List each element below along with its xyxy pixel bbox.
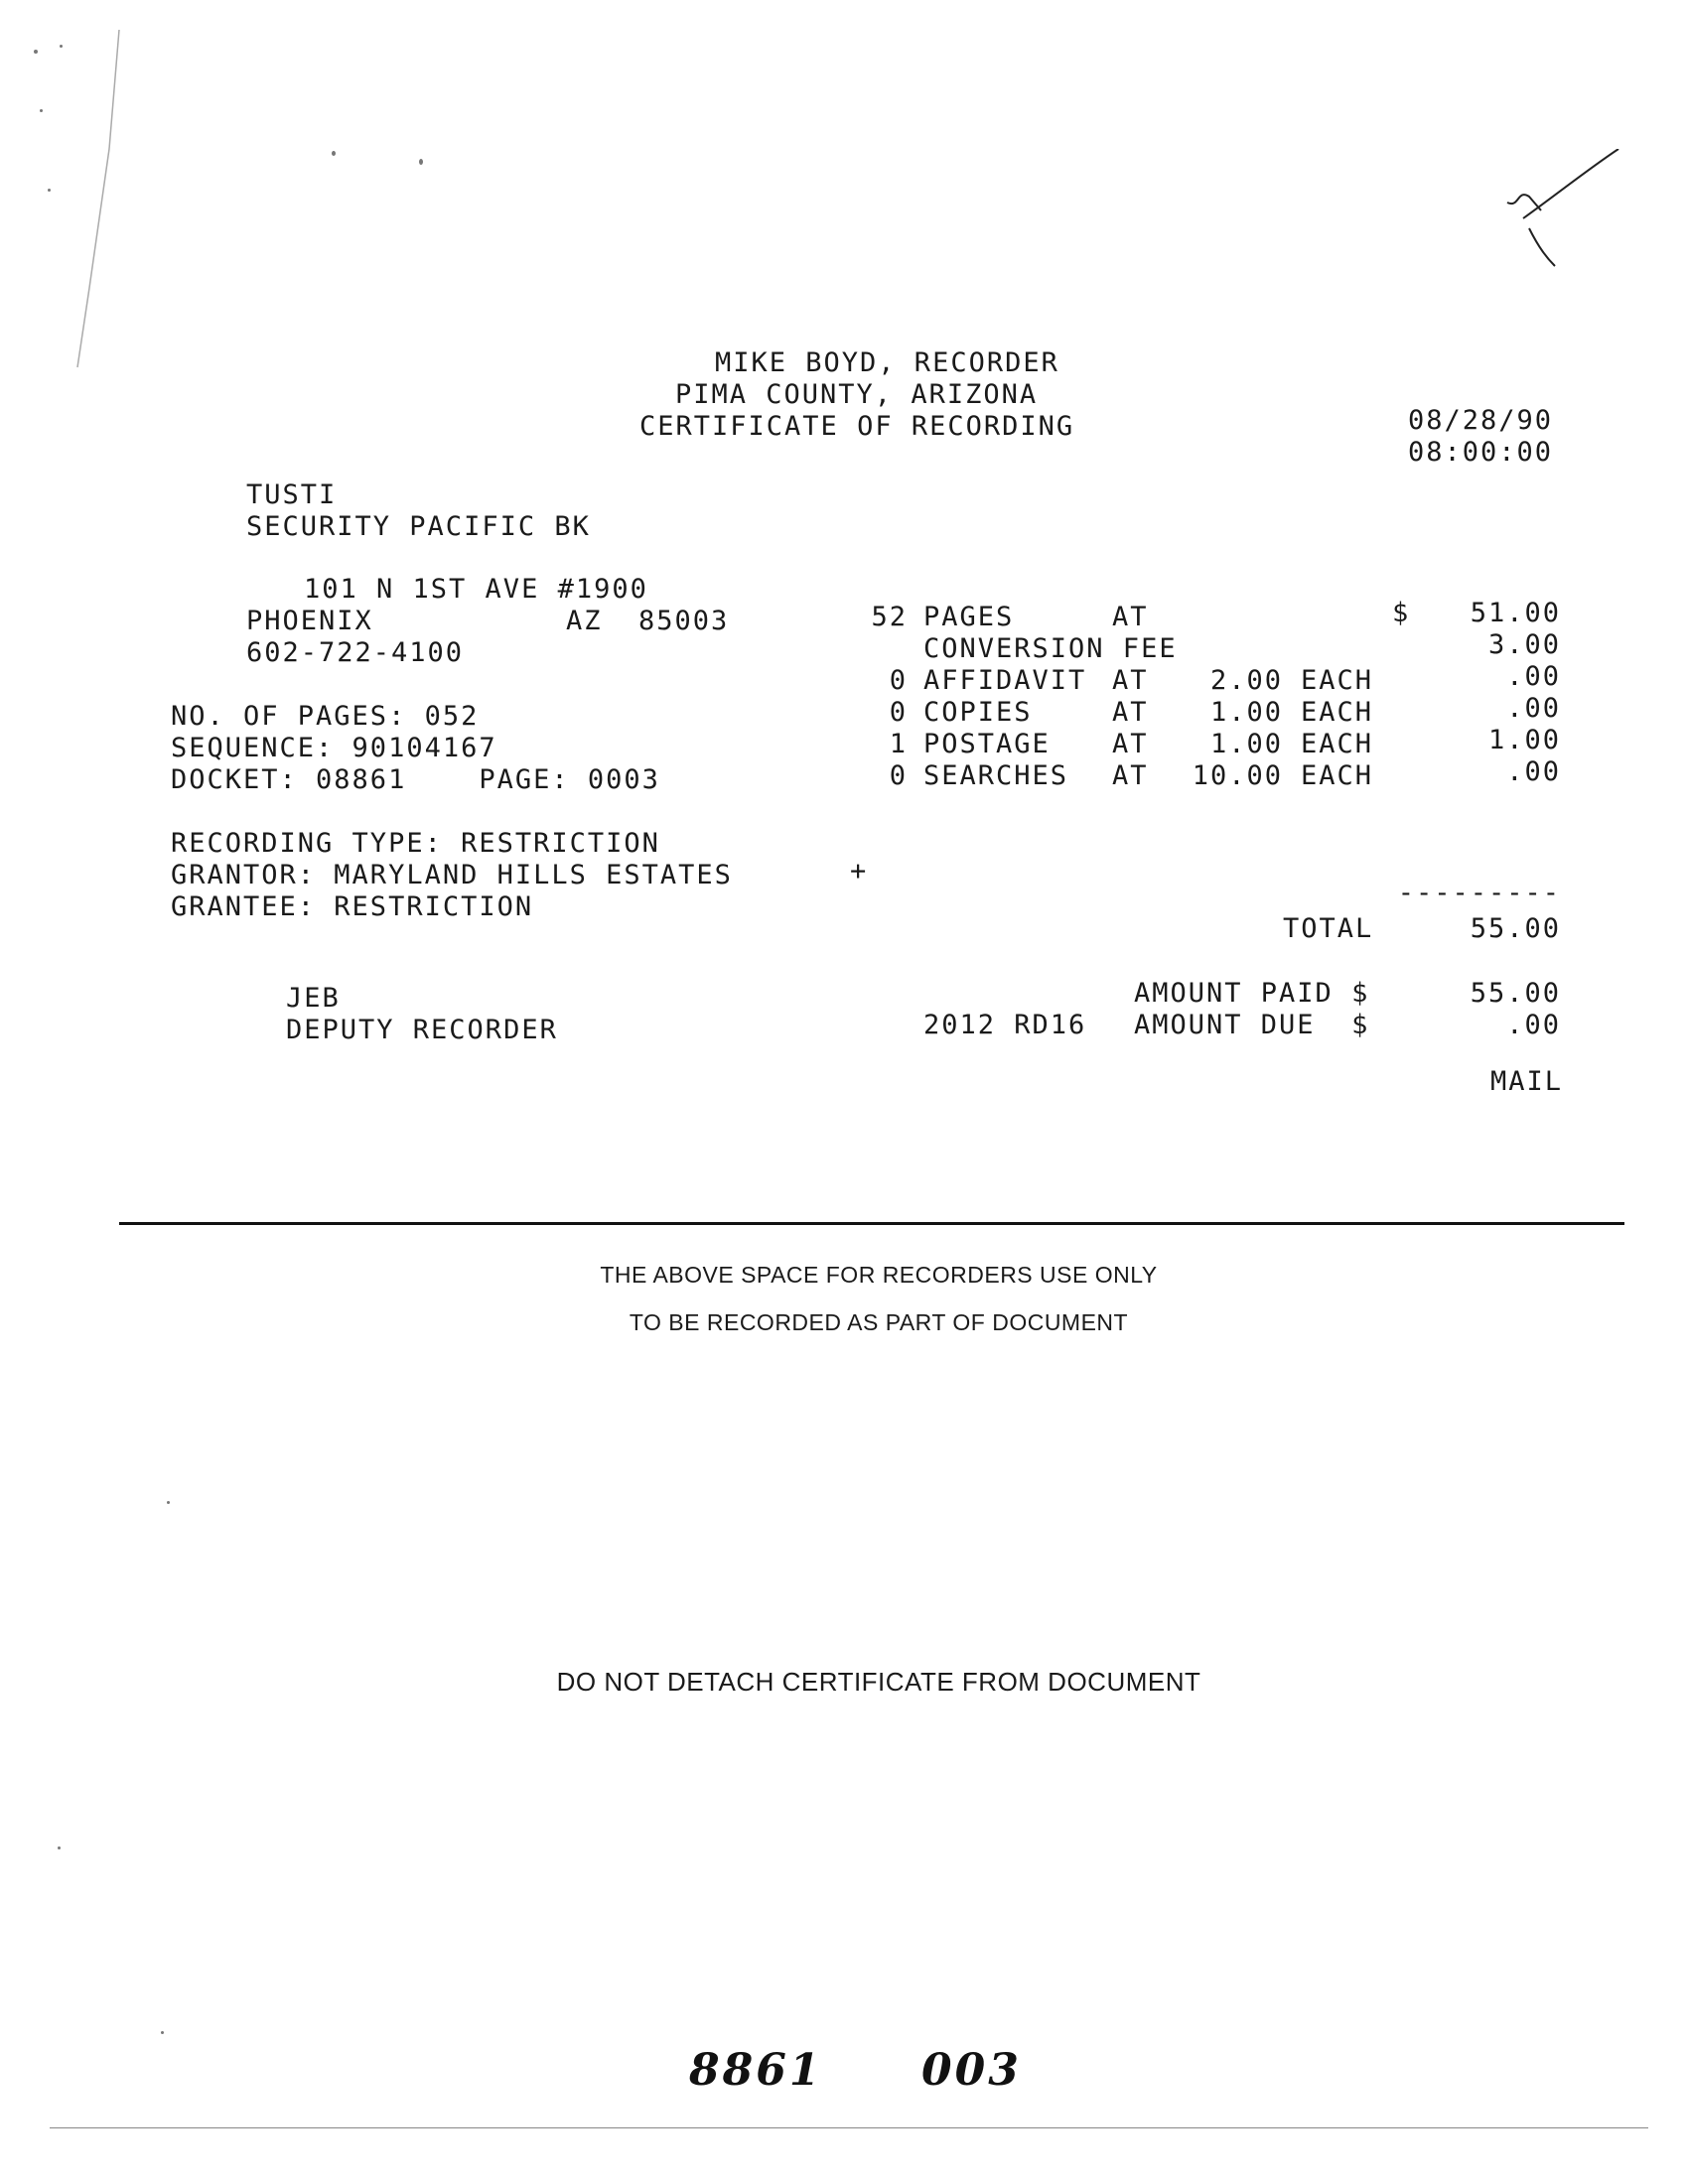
deputy-initials: JEB [286,983,341,1014]
fee-rate: 1.00 [1209,729,1283,759]
fee-item: SEARCHES [923,760,1069,791]
addressee-state-zip: AZ 85003 [566,606,730,636]
sequence-number: SEQUENCE: 90104167 [171,733,497,763]
fee-qty: 52 [871,602,908,632]
record-date: 08/28/90 [1408,405,1554,436]
addressee-name: TUSTI [246,479,338,510]
recorder-name: MIKE BOYD, RECORDER [715,347,1059,378]
recorder-space-divider [119,1222,1624,1225]
check-mark-icon [1489,149,1628,278]
fee-item: PAGES [923,602,1015,632]
book-number-stamp: 8861 [689,2045,823,2096]
plus-mark: + [850,856,869,887]
fee-each: EACH [1301,760,1374,791]
fee-each: EACH [1301,729,1374,759]
deputy-title: DEPUTY RECORDER [286,1015,558,1045]
amount-due: .00 [1506,1010,1561,1040]
fee-amount: 51.00 [1470,598,1561,628]
fee-qty: 0 [889,760,908,791]
fee-item: CONVERSION FEE [923,633,1178,664]
fee-qty: 0 [889,697,908,728]
county-name: PIMA COUNTY, ARIZONA [675,379,1039,410]
recorder-use-notice: THE ABOVE SPACE FOR RECORDERS USE ONLY [600,1262,1158,1288]
fee-item: POSTAGE [923,729,1051,759]
addressee-bank: SECURITY PACIFIC BK [246,511,591,542]
amount-due-label: AMOUNT DUE $ [1134,1010,1370,1040]
addressee-phone: 602-722-4100 [246,637,465,668]
addressee-street: 101 N 1ST AVE #1900 [304,574,648,605]
do-not-detach-notice: DO NOT DETACH CERTIFICATE FROM DOCUMENT [556,1667,1201,1697]
fee-at: AT [1112,729,1149,759]
amount-paid: 55.00 [1470,978,1561,1009]
left-edge-scratch-icon [20,30,129,387]
bottom-edge-line [50,2127,1648,2128]
fee-at: AT [1112,602,1149,632]
number-of-pages: NO. OF PAGES: 052 [171,701,480,732]
fee-each: EACH [1301,665,1374,696]
amount-paid-label: AMOUNT PAID $ [1134,978,1370,1009]
fee-qty: 0 [889,665,908,696]
grantor: GRANTOR: MARYLAND HILLS ESTATES [171,860,733,890]
total-rule: --------- [1397,878,1561,908]
delivery-method: MAIL [1489,1066,1563,1097]
record-as-part-notice: TO BE RECORDED AS PART OF DOCUMENT [629,1309,1129,1335]
fee-rate: 10.00 [1192,760,1283,791]
fee-rate: 1.00 [1209,697,1283,728]
fee-at: AT [1112,760,1149,791]
fee-item: COPIES [923,697,1033,728]
fee-amount: .00 [1506,693,1561,724]
fee-amount: .00 [1506,661,1561,692]
addressee-city: PHOENIX [246,606,373,636]
page-number-stamp: 003 [921,2045,1022,2096]
docket-page: DOCKET: 08861 PAGE: 0003 [171,764,660,795]
fee-at: AT [1112,697,1149,728]
total-label: TOTAL [1283,913,1374,944]
fee-rate: 2.00 [1209,665,1283,696]
fee-amount: .00 [1506,756,1561,787]
fee-amount: 1.00 [1487,725,1561,755]
certificate-title: CERTIFICATE OF RECORDING [639,411,1075,442]
total-amount: 55.00 [1470,913,1561,944]
currency-symbol: $ [1392,598,1411,628]
fee-amount: 3.00 [1487,629,1561,660]
grantee: GRANTEE: RESTRICTION [171,891,534,922]
recording-type: RECORDING TYPE: RESTRICTION [171,828,660,859]
terminal-id: 2012 RD16 [923,1010,1087,1040]
fee-each: EACH [1301,697,1374,728]
fee-item: AFFIDAVIT [923,665,1087,696]
fee-qty: 1 [889,729,908,759]
record-time: 08:00:00 [1408,437,1554,468]
fee-at: AT [1112,665,1149,696]
